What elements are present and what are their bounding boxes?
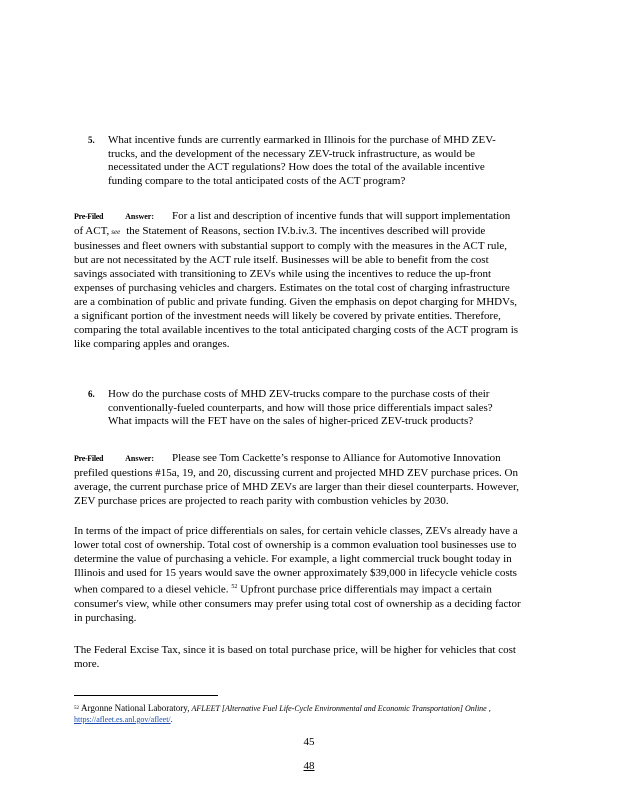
footnote-ref-52[interactable]: 52: [231, 584, 238, 590]
footnote-divider: [74, 695, 218, 696]
paragraph-tco: [74, 524, 522, 625]
answer-6-prefiled-label: Pre-Filed: [74, 454, 104, 463]
footnote-number: 52: [74, 706, 79, 711]
paragraph-fet: [74, 643, 522, 671]
question-6-text: How do the purchase costs of MHD ZEV-trucks compare to the purchase costs of their conventionally-fueled counterparts, and how will those price differentials impact sales? What impacts will the FET have on the sales of higher-priced ZEV-truck products?: [108, 388, 493, 427]
footnote-52: $^{52}$ Argonne National Laboratory, AFLEET [Alternative Fuel Life-Cycle Environmental and Economic Transportation] Online , https://afleet.es.anl.gov/afleet/.: [74, 703, 491, 724]
answer-5-text-end: the Statement of Reasons, section IV.b.iv.3. The incentives described will provide businesses and fleet owners with substantial support to comply with the measures in the ACT rule, but are not necessitated by the ACT rule itself. Businesses will be able to benefit from the cost savings associated with transitioning to ZEVs while using the incentives to reduce the up-front expenses of purchasing vehicles and chargers. Estimates on the total cost of charging infrastructure are a combination of public and private funding. Given the emphasis on depot charging for MHDVs, a significant portion of the investment needs will likely be covered by private entities. Therefore, comparing the total available incentives to the total anticipated charging costs of the ACT program is like comparing apples and oranges.: [74, 225, 519, 350]
answer-5-prefiled-label: Pre-Filed: [74, 212, 104, 221]
answer-5: [74, 209, 522, 351]
footnote-description: [Alternative Fuel Life-Cycle Environmental and Economic Transportation]: [221, 704, 463, 713]
answer-6-text: Please see Tom Cackette’s response to Alliance for Automotive Innovation prefiled questions #15a, 19, and 20, discussing current and projected MHD ZEV purchase prices. On average, the current purchase price of MHD ZEVs are larger than their diesel counterparts. However, ZEV purchase prices are projected to reach parity with combustion vehicles by 2030.: [74, 452, 519, 507]
paragraph-fet-text: The Federal Excise Tax, since it is based on total purchase price, will be higher for vehicles that cost more.: [74, 644, 516, 670]
question-6-number: 6.: [88, 389, 95, 399]
footnote-online: Online: [464, 704, 487, 713]
answer-6: [74, 451, 522, 508]
footnote-source: Argonne National Laboratory,: [81, 703, 190, 713]
answer-5-see: see: [111, 228, 121, 236]
answer-5-text-start: For a list and description of incentive funds that will support implementation of ACT,: [74, 210, 511, 237]
page-number: 45: [303, 736, 315, 748]
question-5-text: What incentive funds are currently earmarked in Illinois for the purchase of MHD ZEV-trucks, and the development of the necessary ZEV-truck infrastructure, as would be necessitated under the ACT regulations? How does the total of the available incentive funding compare to the total anticipated costs of the ACT program?: [108, 134, 496, 187]
answer-5-answer-label: Answer:: [125, 212, 155, 221]
footnote-link[interactable]: https://afleet.es.anl.gov/afleet/: [74, 715, 171, 724]
footnote-tail: .: [170, 715, 173, 724]
exhibit-page-number-text: 48: [303, 760, 315, 772]
answer-6-answer-label: Answer:: [125, 454, 155, 463]
paragraph-tco-text-end: Upfront purchase price differentials may impact a certain consumer's view, while other consumers may prefer using total cost of ownership as a deciding factor in purchasing.: [74, 583, 521, 624]
exhibit-page-number: [0, 760, 618, 772]
paragraph-tco-text-start: In terms of the impact of price differentials on sales, for certain vehicle classes, ZEVs already have a lower total cost of ownership. Total cost of ownership is a common evaluation tool businesses use to determine the value of purchasing a vehicle. For example, a light commercial truck bought today in Illinois and used for 15 years would save the owner approximately $39,000 in lifecycle vehicle costs when compared to a diesel vehicle.: [74, 525, 518, 596]
question-5-number: 5.: [88, 135, 95, 145]
footnote-title: AFLEET: [191, 704, 220, 713]
